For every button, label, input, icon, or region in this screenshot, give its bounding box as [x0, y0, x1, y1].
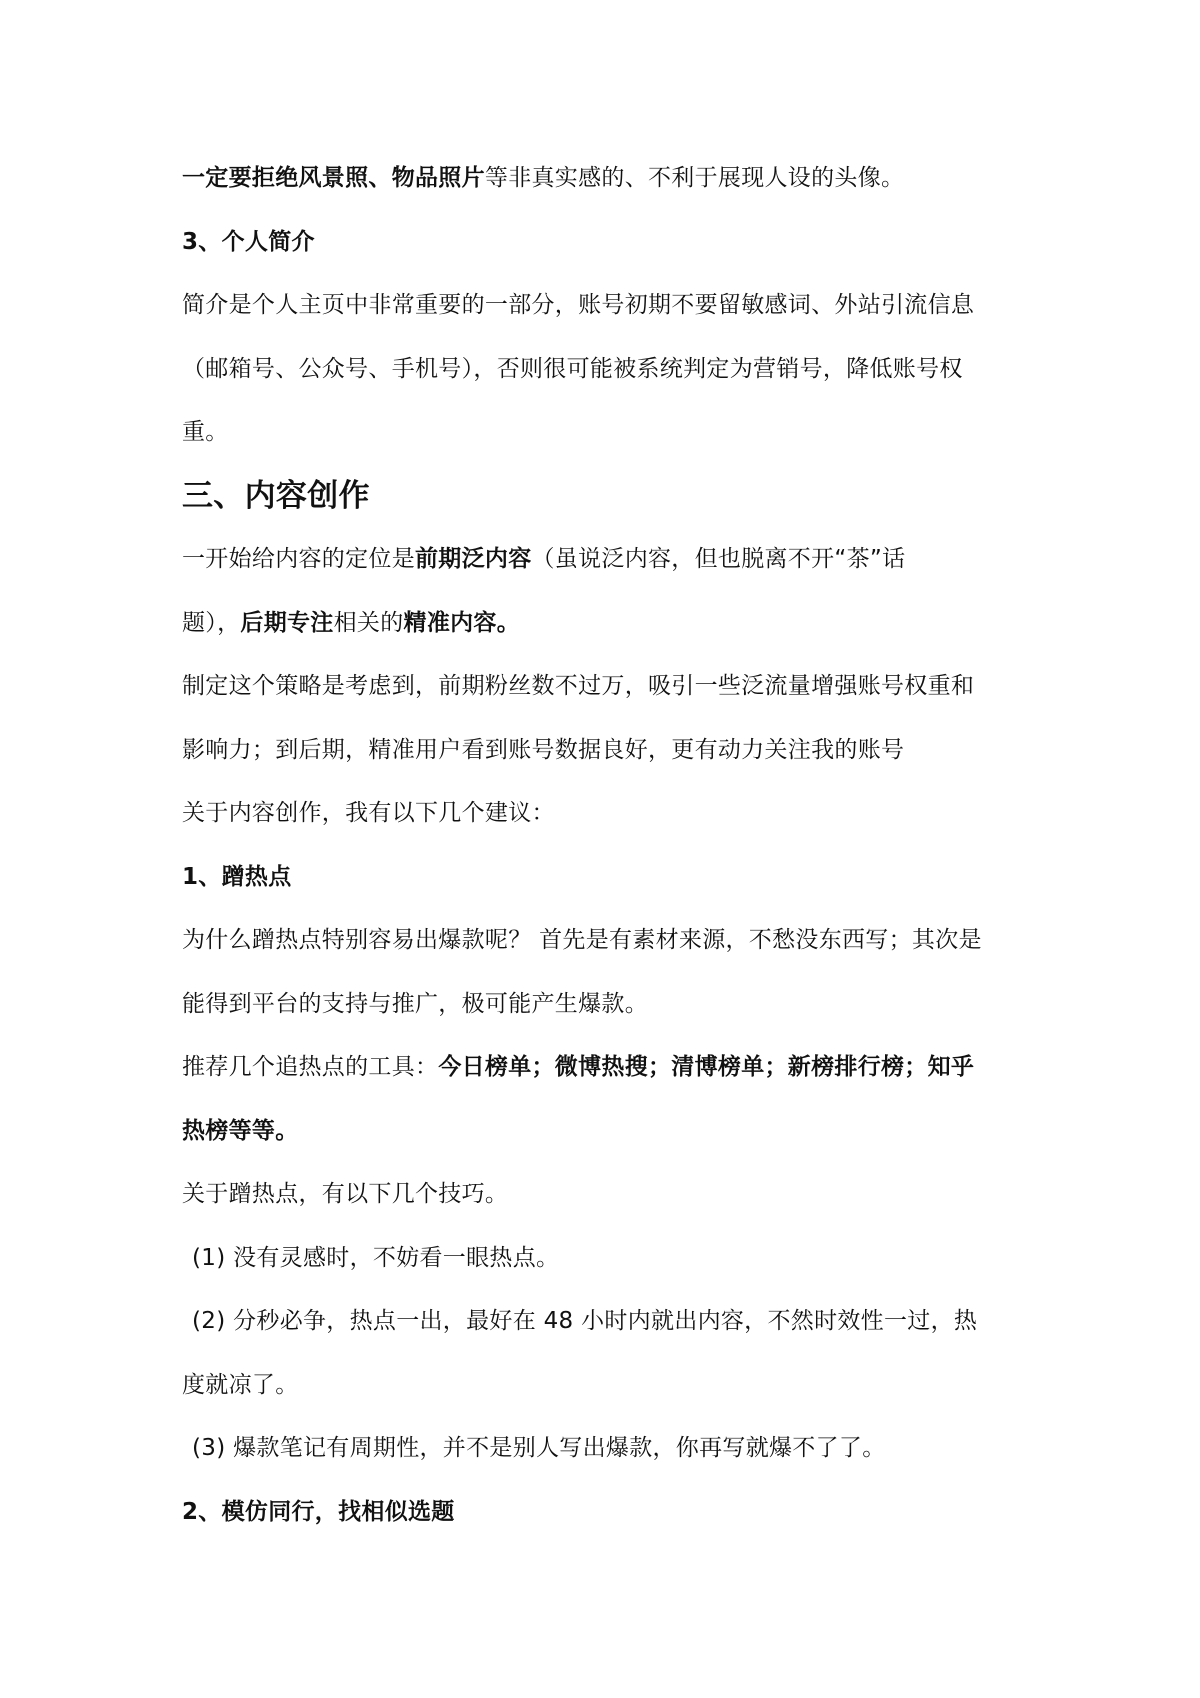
text: (3) 爆款笔记有周期性，并不是别人写出爆款，你再写就爆不了了。 [192, 1435, 886, 1461]
bold-text: 3、个人简介 [182, 228, 315, 255]
bold-text: 三、内容创作 [182, 477, 370, 514]
paragraph-line [182, 790, 1042, 854]
paragraph-line [182, 663, 1042, 727]
text: 制定这个策略是考虑到，前期粉丝数不过万，吸引一些泛流量增强账号权重和 [182, 673, 975, 699]
bold-text: 热榜等等。 [182, 1117, 299, 1144]
paragraph-line [182, 1298, 1042, 1362]
text: 关于蹭热点，有以下几个技巧。 [182, 1181, 509, 1207]
subsection-heading [182, 1489, 1042, 1553]
paragraph-line [182, 282, 1042, 346]
text: 题）， [182, 609, 241, 636]
subsection-heading [182, 219, 1042, 283]
text: 重。 [182, 419, 229, 445]
bold-text: 精准内容。 [403, 609, 521, 636]
text: 关于内容创作，我有以下几个建议： [182, 800, 555, 826]
paragraph-line [182, 346, 1042, 410]
subsection-heading [182, 854, 1042, 918]
bold-text: 今日榜单；微博热搜；清博榜单；新榜排行榜；知乎 [438, 1054, 975, 1080]
text: （邮箱号、公众号、手机号），否则很可能被系统判定为营销号，降低账号权 [182, 355, 963, 382]
text: 推荐几个追热点的工具： [182, 1054, 439, 1080]
text: (2) 分秒必争，热点一出，最好在 48 小时内就出内容，不然时效性一过，热 [192, 1308, 978, 1334]
text: (1) 没有灵感时，不妨看一眼热点。 [192, 1244, 560, 1271]
section-heading [182, 473, 1042, 537]
text: 等非真实感的、不利于展现人设的头像。 [484, 165, 905, 191]
paragraph-line [182, 727, 1042, 791]
paragraph-line [182, 536, 1042, 600]
bold-text: 前期泛内容 [415, 546, 532, 572]
bold-text: 1、蹭热点 [182, 863, 292, 890]
paragraph-line [182, 1235, 1042, 1299]
paragraph-line [182, 1108, 1042, 1172]
paragraph-line [182, 1425, 1042, 1489]
text: 一开始给内容的定位是 [182, 546, 415, 572]
text: 为什么蹭热点特别容易出爆款呢？ 首先是有素材来源，不愁没东西写；其次是 [182, 927, 982, 953]
text: 简介是个人主页中非常重要的一部分，账号初期不要留敏感词、外站引流信息 [182, 292, 975, 318]
paragraph-line [182, 1044, 1042, 1108]
paragraph-line [182, 1171, 1042, 1235]
text: 度就凉了。 [182, 1371, 299, 1398]
text: 能得到平台的支持与推广，极可能产生爆款。 [182, 990, 648, 1017]
paragraph-line [182, 1362, 1042, 1426]
paragraph-line [182, 409, 1042, 473]
paragraph-line [182, 981, 1042, 1045]
bold-text: 2、模仿同行，找相似选题 [182, 1498, 455, 1525]
paragraph-line [182, 600, 1042, 664]
text: 影响力；到后期，精准用户看到账号数据良好，更有动力关注我的账号 [182, 736, 905, 763]
document-body [182, 155, 1042, 1552]
bold-text: 后期专注 [240, 609, 334, 636]
paragraph-line [182, 155, 1042, 219]
text: （虽说泛内容，但也脱离不开“茶”话 [531, 546, 906, 572]
paragraph-line [182, 917, 1042, 981]
text: 相关的 [333, 609, 404, 636]
bold-text: 一定要拒绝风景照、物品照片 [182, 165, 485, 191]
